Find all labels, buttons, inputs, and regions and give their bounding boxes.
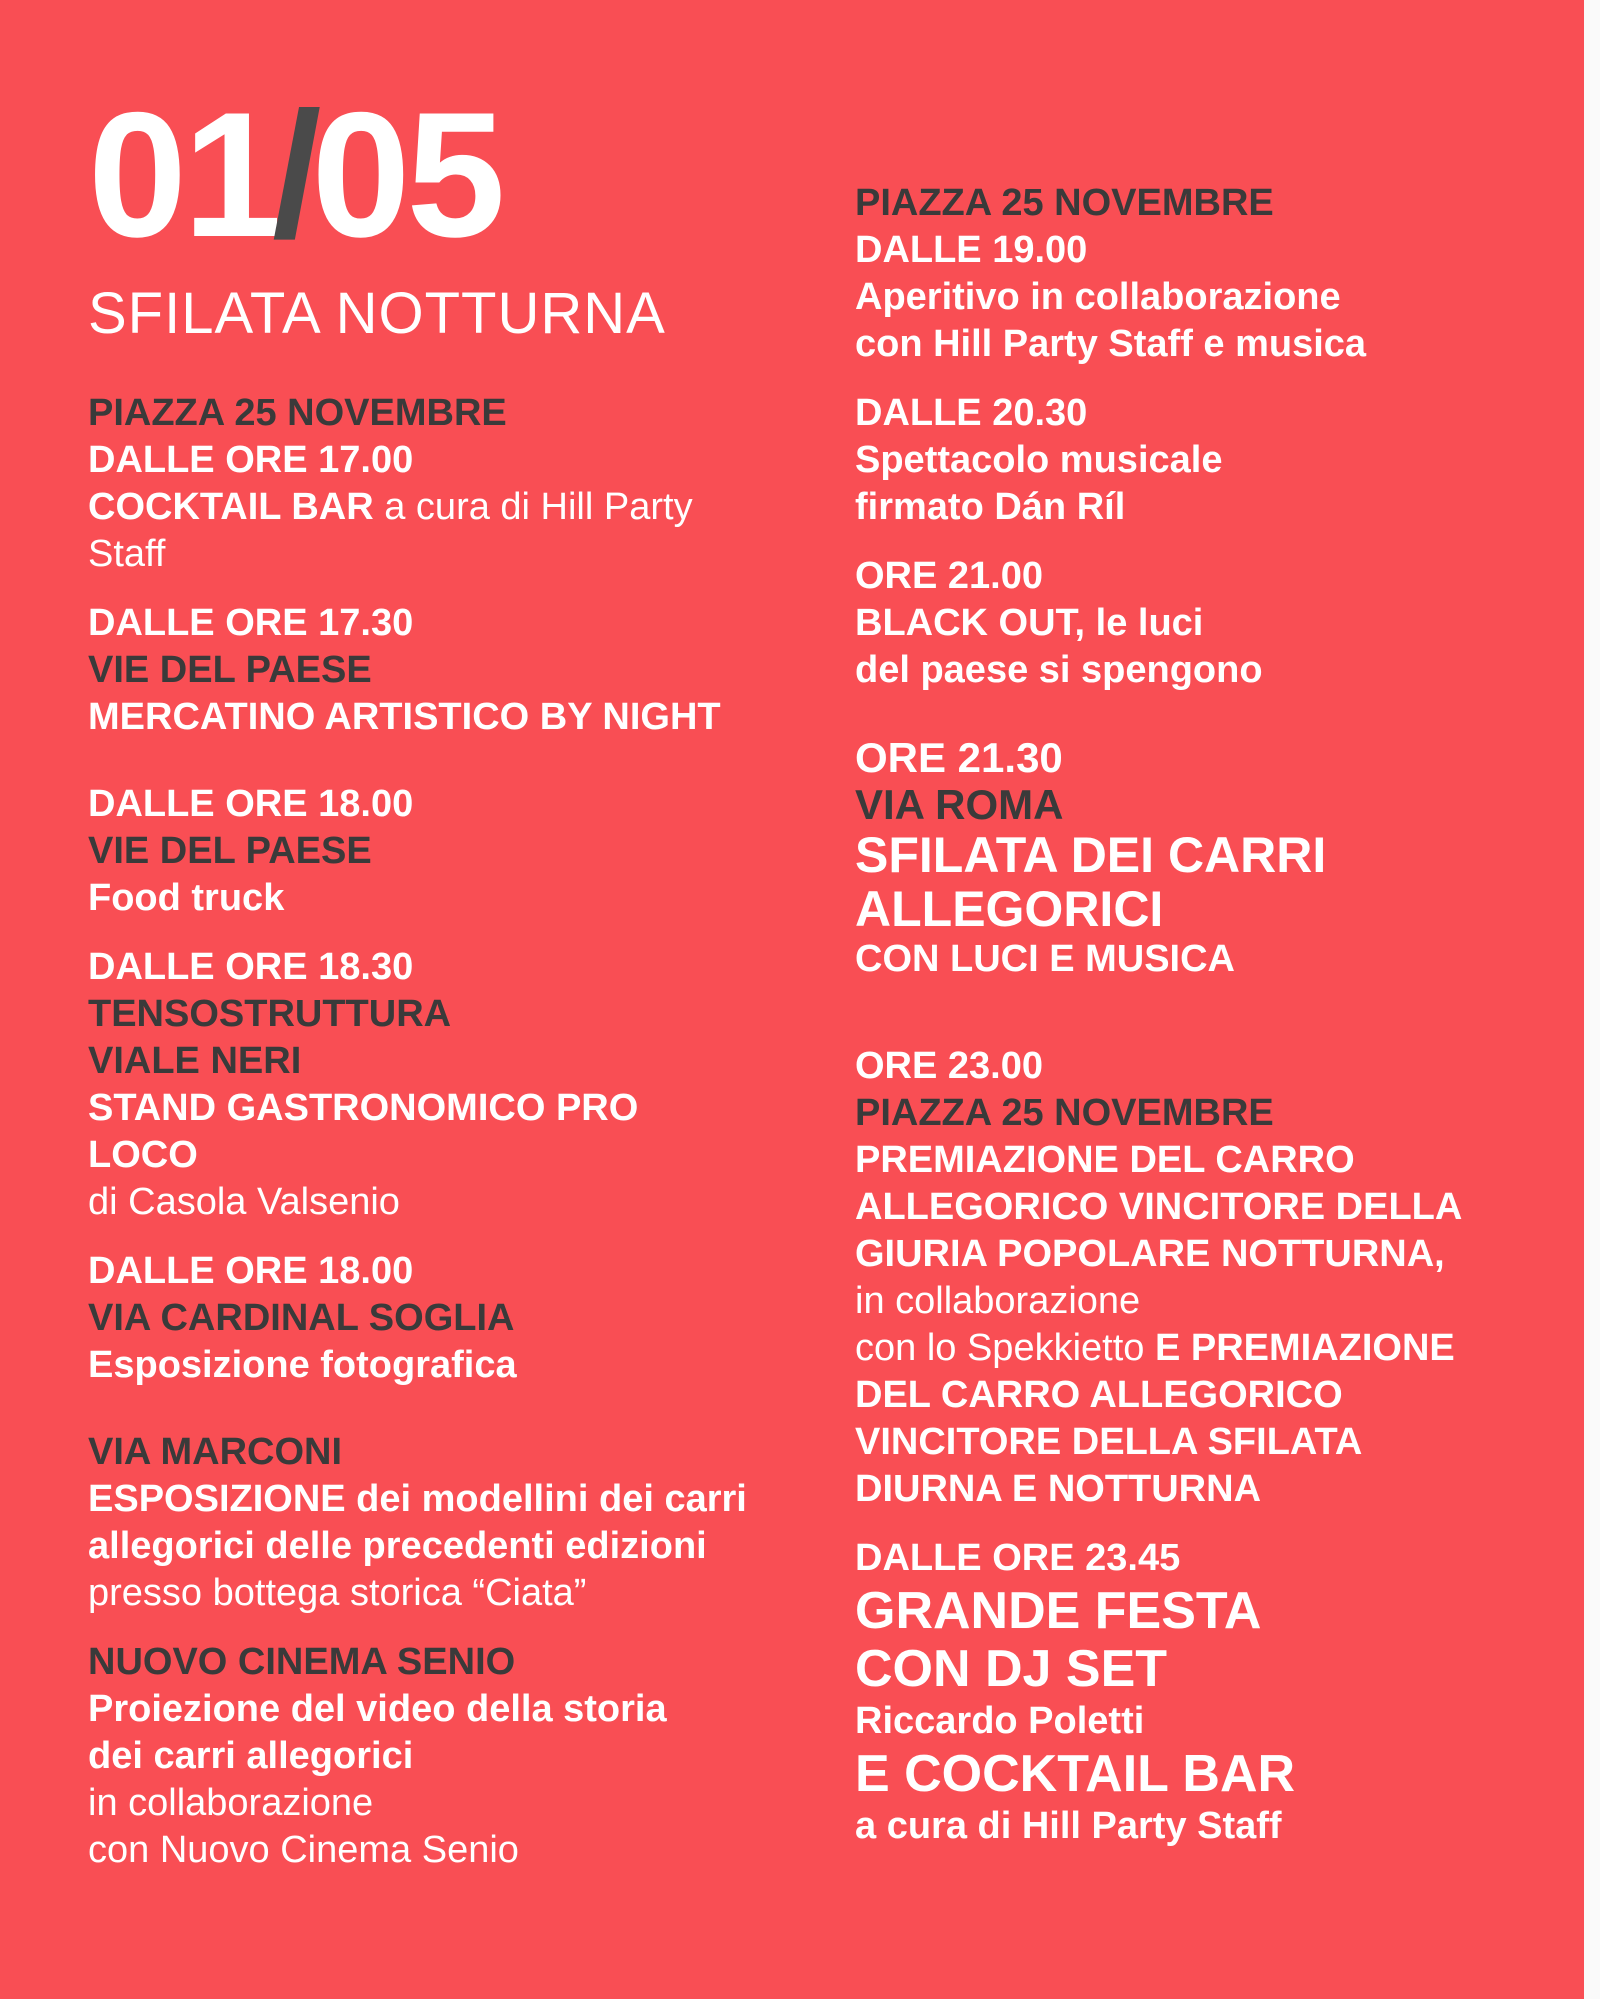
time-label: DALLE 19.00 [855, 229, 1088, 271]
location-label: PIAZZA 25 NOVEMBRE [855, 1092, 1274, 1134]
event-detail: Riccardo Poletti [855, 1700, 1145, 1742]
schedule-item-spettacolo [855, 390, 1575, 531]
event-name: E PREMIAZIONE [1144, 1327, 1455, 1369]
event-detail: allegorici delle precedenti edizioni [88, 1525, 707, 1567]
schedule-item-premiazione [855, 1043, 1575, 1513]
event-name: PREMIAZIONE DEL CARRO [855, 1139, 1355, 1181]
time-label: DALLE ORE 18.00 [88, 783, 414, 825]
event-name: E COCKTAIL BAR [855, 1745, 1296, 1803]
date-day: 01 [88, 75, 278, 274]
event-description [88, 1476, 808, 1523]
event-subtitle: SFILATA NOTTURNA [88, 281, 666, 346]
event-name: ALLEGORICI [855, 881, 1164, 937]
location-label: VIE DEL PAESE [88, 830, 372, 872]
location-label: VIA MARCONI [88, 1431, 343, 1473]
time-label: ORE 21.30 [855, 734, 1063, 781]
event-name: BLACK OUT, le luci [855, 602, 1204, 644]
time-label: DALLE ORE 17.30 [88, 602, 414, 644]
schedule-item-mercatino [88, 600, 808, 741]
date-month: 05 [311, 75, 502, 274]
event-name: STAND GASTRONOMICO PRO [88, 1087, 639, 1129]
schedule-item-stand-gastronomico [88, 944, 808, 1226]
event-name: DEL CARRO ALLEGORICO [855, 1374, 1343, 1416]
time-label: DALLE 20.30 [855, 392, 1088, 434]
event-name: Food truck [88, 877, 285, 919]
event-name: DIURNA E NOTTURNA [855, 1468, 1262, 1510]
schedule-item-sfilata [855, 734, 1575, 983]
event-name: GRANDE FESTA [855, 1582, 1262, 1640]
date-slash: / [272, 75, 318, 274]
event-detail: di Casola Valsenio [88, 1181, 400, 1223]
right-column [855, 180, 1575, 1850]
event-name: firmato Dán Ríl [855, 486, 1126, 528]
time-label: DALLE ORE 23.45 [855, 1537, 1181, 1579]
event-name: dei carri allegorici [88, 1735, 414, 1777]
event-name: CON DJ SET [855, 1640, 1168, 1698]
event-name: Aperitivo in collaborazione [855, 276, 1341, 318]
event-detail: in collaborazione [88, 1782, 374, 1824]
schedule-item-food-truck [88, 781, 808, 922]
schedule-item-esposizione-fotografica [88, 1248, 808, 1389]
event-name: Esposizione fotografica [88, 1344, 517, 1386]
location-label: VIALE NERI [88, 1040, 302, 1082]
event-detail: con Nuovo Cinema Senio [88, 1829, 519, 1871]
event-name: GIURIA POPOLARE NOTTURNA, [855, 1233, 1445, 1275]
left-column [88, 75, 808, 1874]
event-detail: con lo Spekkietto [855, 1327, 1145, 1369]
location-label: VIA CARDINAL SOGLIA [88, 1297, 515, 1339]
schedule-item-aperitivo [855, 180, 1575, 368]
time-label: ORE 23.00 [855, 1045, 1043, 1087]
location-label: VIE DEL PAESE [88, 649, 372, 691]
time-label: DALLE ORE 17.00 [88, 439, 414, 481]
schedule-item-grande-festa [855, 1535, 1575, 1850]
schedule-item-cinema [88, 1639, 808, 1874]
event-detail: Staff [88, 533, 166, 575]
event-date [88, 75, 808, 274]
event-name: Proiezione del video della storia [88, 1688, 667, 1730]
schedule-item-black-out [855, 553, 1575, 694]
event-name: Spettacolo musicale [855, 439, 1223, 481]
event-name: MERCATINO ARTISTICO BY NIGHT [88, 696, 721, 738]
location-label: NUOVO CINEMA SENIO [88, 1641, 516, 1683]
event-description [88, 484, 808, 531]
event-detail: CON LUCI E MUSICA [855, 938, 1235, 980]
time-label: DALLE ORE 18.30 [88, 946, 414, 988]
event-name: COCKTAIL BAR [88, 486, 374, 528]
location-label: VIA ROMA [855, 781, 1064, 828]
location-label: PIAZZA 25 NOVEMBRE [855, 182, 1274, 224]
location-label: TENSOSTRUTTURA [88, 993, 452, 1035]
time-label: DALLE ORE 18.00 [88, 1250, 414, 1292]
event-name: LOCO [88, 1134, 198, 1176]
schedule-item-esposizione-modellini [88, 1429, 808, 1617]
event-detail: in collaborazione [855, 1280, 1141, 1322]
event-name: VINCITORE DELLA SFILATA [855, 1421, 1363, 1463]
event-description [855, 1325, 1575, 1372]
event-detail: presso bottega storica “Ciata” [88, 1572, 587, 1614]
time-label: ORE 21.00 [855, 555, 1043, 597]
event-detail: a cura di Hill Party Staff [855, 1805, 1282, 1847]
location-label: PIAZZA 25 NOVEMBRE [88, 392, 507, 434]
event-name: con Hill Party Staff e musica [855, 323, 1367, 365]
event-detail: a cura di Hill Party [373, 486, 693, 528]
schedule-item-cocktail-bar [88, 390, 808, 578]
event-name: del paese si spengono [855, 649, 1263, 691]
event-detail: dei modellini dei carri [345, 1478, 747, 1520]
event-name: SFILATA DEI CARRI [855, 827, 1327, 883]
event-name: ALLEGORICO VINCITORE DELLA [855, 1186, 1463, 1228]
event-name: ESPOSIZIONE [88, 1478, 346, 1520]
poster-edge [1584, 0, 1600, 1999]
